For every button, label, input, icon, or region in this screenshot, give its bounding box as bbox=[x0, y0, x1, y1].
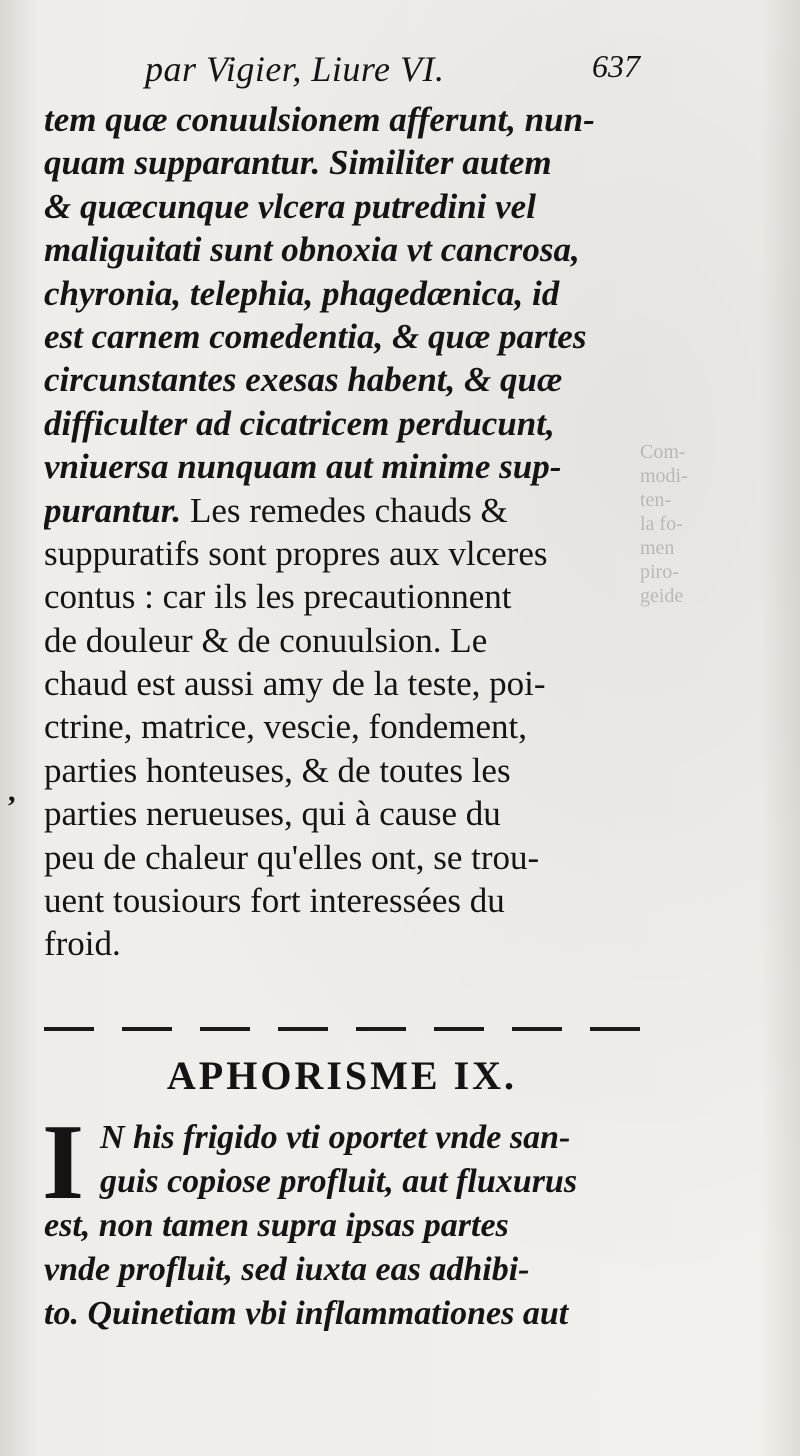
margin-mark: , bbox=[8, 775, 16, 808]
body-line bbox=[44, 402, 640, 445]
body-line bbox=[44, 98, 640, 141]
body-line bbox=[44, 272, 640, 315]
french-text: chaud est aussi amy de la teste, poi- bbox=[44, 664, 546, 704]
body-line bbox=[44, 836, 640, 879]
aphorism-text bbox=[42, 1103, 640, 1336]
body-line bbox=[44, 792, 640, 835]
bleed-line: men bbox=[640, 537, 675, 559]
body-line bbox=[44, 705, 640, 748]
latin-text: & quæcunque vlcera putredini vel bbox=[44, 186, 536, 226]
body-line bbox=[44, 922, 640, 965]
bleed-line: geide bbox=[640, 585, 684, 607]
body-line bbox=[44, 749, 640, 792]
bleed-line: modi- bbox=[640, 465, 688, 487]
body-line bbox=[44, 228, 640, 271]
aphorism-line: N his frigido vti oportet vnde san- bbox=[100, 1119, 571, 1156]
rule-segment bbox=[512, 1027, 562, 1031]
body-line bbox=[44, 575, 640, 618]
rule-segment bbox=[200, 1027, 250, 1031]
rule-segment bbox=[122, 1027, 172, 1031]
latin-text: quam supparantur. Similiter autem bbox=[44, 143, 552, 183]
french-text: parties honteuses, & de toutes les bbox=[44, 750, 511, 790]
latin-text: tem quæ conuulsionem afferunt, nun- bbox=[44, 100, 595, 139]
latin-text: circunstantes exesas habent, & quæ bbox=[44, 360, 563, 400]
aphorism-line: to. Quinetiam vbi inflammationes aut bbox=[44, 1295, 569, 1332]
french-text: peu de chaleur qu'elles ont, se trou- bbox=[44, 837, 540, 877]
rule-segment bbox=[278, 1027, 328, 1031]
latin-text: est carnem comedentia, & quæ partes bbox=[44, 316, 587, 356]
page-number: 637 bbox=[592, 48, 640, 84]
latin-text: chyronia, telephia, phagedænica, id bbox=[44, 273, 560, 313]
french-text: ctrine, matrice, vescie, fondement, bbox=[44, 707, 527, 747]
rule-segment bbox=[44, 1027, 94, 1031]
body-line bbox=[44, 489, 640, 532]
aphorism-line: est, non tamen supra ipsas partes bbox=[44, 1207, 509, 1244]
aphorism-heading: APHORISME IX. bbox=[166, 1053, 518, 1098]
body-text bbox=[44, 98, 640, 966]
body-line bbox=[44, 358, 640, 401]
drop-cap: I bbox=[42, 1103, 85, 1222]
bleed-line: Com- bbox=[640, 441, 686, 463]
french-text: Les remedes chauds & bbox=[181, 490, 508, 530]
bleed-line: piro- bbox=[640, 561, 679, 583]
french-text: contus : car ils les precautionnent bbox=[44, 577, 512, 617]
body-line bbox=[44, 879, 640, 922]
bleed-line: la fo- bbox=[640, 513, 683, 535]
french-text: uent tousiours fort interessées du bbox=[44, 881, 505, 921]
latin-text: purantur. bbox=[44, 490, 182, 530]
french-text: froid. bbox=[44, 924, 121, 964]
latin-text: maliguitati sunt obnoxia vt cancrosa, bbox=[44, 230, 580, 270]
running-head-title: par Vigier, Liure VI. bbox=[145, 49, 445, 89]
bleed-through-text bbox=[640, 440, 800, 640]
aphorism-line: vnde profluit, sed iuxta eas adhibi- bbox=[44, 1251, 530, 1288]
french-text: parties nerueuses, qui à cause du bbox=[44, 794, 501, 834]
french-text: suppuratifs sont propres aux vlceres bbox=[44, 533, 548, 573]
latin-text: vniuersa nunquam aut minime sup- bbox=[44, 447, 562, 487]
body-line bbox=[44, 185, 640, 228]
body-line bbox=[44, 662, 640, 705]
running-head bbox=[40, 44, 640, 94]
body-line bbox=[44, 619, 640, 662]
rule-segment bbox=[356, 1027, 406, 1031]
rule-segment bbox=[434, 1027, 484, 1031]
latin-text: difficulter ad cicatricem perducunt, bbox=[44, 403, 555, 443]
bleed-line: ten- bbox=[640, 489, 672, 511]
body-line bbox=[44, 445, 640, 488]
rule-segment bbox=[590, 1027, 640, 1031]
body-line bbox=[44, 315, 640, 358]
french-text: de douleur & de conuulsion. Le bbox=[44, 620, 488, 660]
body-line bbox=[44, 141, 640, 184]
section-divider-rule bbox=[44, 1022, 640, 1036]
aphorism-line: guis copiose profluit, aut fluxurus bbox=[100, 1163, 578, 1200]
body-line bbox=[44, 532, 640, 575]
